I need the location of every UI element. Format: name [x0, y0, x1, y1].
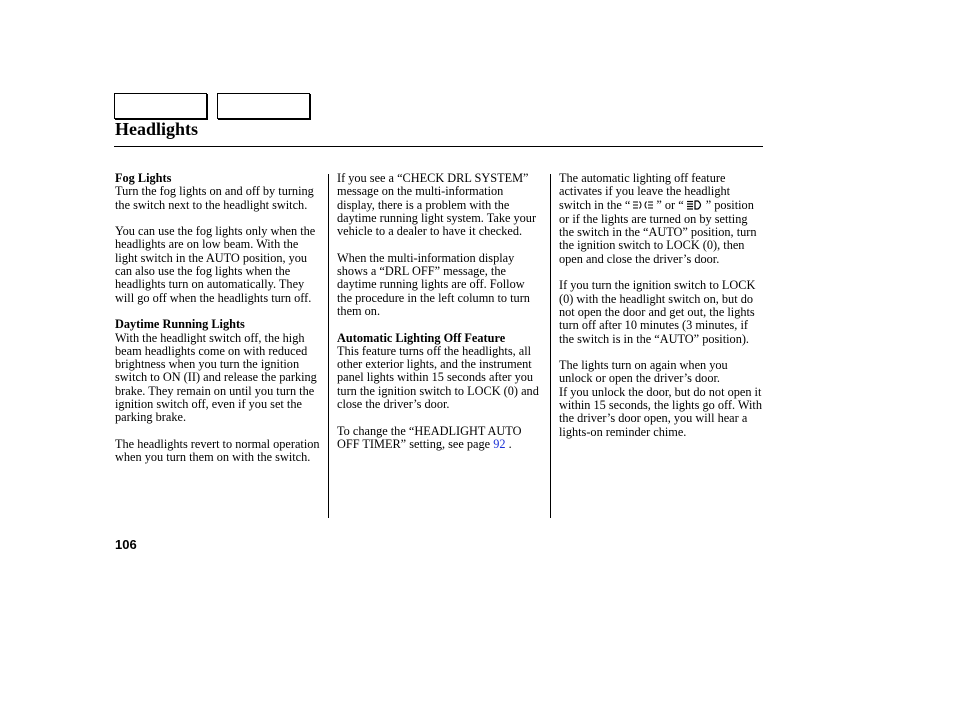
- page-92-link[interactable]: 92: [493, 436, 506, 451]
- column-3: [559, 172, 764, 439]
- check-drl-paragraph: If you see a “CHECK DRL SYSTEM” message on the multi-information display, there is a problem with the daytime running light system. Take your vehicle to a dealer to have it checked.: [337, 171, 537, 239]
- previous-page-button[interactable]: [114, 93, 207, 119]
- title-divider: [114, 146, 763, 147]
- parking-lights-icon: [632, 200, 654, 213]
- headlight-icon: [686, 200, 704, 213]
- ignition-lock-paragraph: If you turn the ignition switch to LOCK (0) with the headlight switch on, but do not open the door and get out, the lights turn off after 10 minutes (3 minutes, if the switch is in the “AUTO” position).: [559, 278, 756, 346]
- fog-lights-heading: Fog Lights: [115, 171, 172, 185]
- drl-off-paragraph: When the multi-information display shows a “DRL OFF” message, the daytime running lights are off. Follow the procedure in the left column to turn them on.: [337, 250, 530, 318]
- page-title: Headlights: [115, 119, 199, 139]
- activation-text-b: ” or “: [656, 197, 684, 212]
- drl-paragraph-1: With the headlight switch off, the high beam headlights come on with reduced brightness when you turn the ignition switch to ON (II) and release the parking brake. They remain on until you turn the ignition switch off, even if you set the parking brake.: [115, 330, 317, 425]
- activation-text-a: The automatic lighting off feature activates if you leave the headlight switch in the “: [559, 171, 731, 212]
- column-2: [337, 172, 542, 451]
- lights-on-again-paragraph: The lights turn on again when you unlock or open the driver’s door.: [559, 358, 728, 386]
- activation-paragraph: [559, 172, 764, 266]
- fog-lights-paragraph-2: You can use the fog lights only when the headlights are on low beam. With the light switch in the AUTO position, you can also use the fog lights when the headlights turn on automatically. They will go off when the headlights turn off.: [115, 224, 316, 305]
- auto-lighting-paragraph: This feature turns off the headlights, all other exterior lights, and the instrument panel lights within 15 seconds after you turn the ignition switch to LOCK (0) and close the driver’s door.: [337, 343, 539, 412]
- drl-paragraph-2: The headlights revert to normal operation when you turn them on with the switch.: [115, 436, 320, 465]
- timer-text: To change the “HEADLIGHT AUTO OFF TIMER” setting, see page: [337, 423, 522, 451]
- page-number: 106: [115, 537, 137, 552]
- fog-lights-paragraph-1: Turn the fog lights on and off by turning the switch next to the headlight switch.: [115, 184, 314, 212]
- column-divider-1: [328, 174, 329, 518]
- column-divider-2: [550, 174, 551, 518]
- timer-setting-paragraph: [337, 425, 542, 452]
- drl-heading: Daytime Running Lights: [115, 317, 245, 332]
- activation-text-c: ” position or if the lights are turned on by setting the switch in the “AUTO” position, turn the ignition switch to LOCK (0), then open and close the driver’s door.: [559, 197, 757, 266]
- auto-lighting-heading: Automatic Lighting Off Feature: [337, 330, 506, 345]
- next-page-button[interactable]: [217, 93, 310, 119]
- unlock-door-paragraph: If you unlock the door, but do not open it within 15 seconds, the lights go off. With the driver’s door open, you will hear a lights-on reminder chime.: [559, 384, 762, 439]
- column-1: [115, 172, 320, 465]
- timer-text-end: .: [505, 436, 512, 451]
